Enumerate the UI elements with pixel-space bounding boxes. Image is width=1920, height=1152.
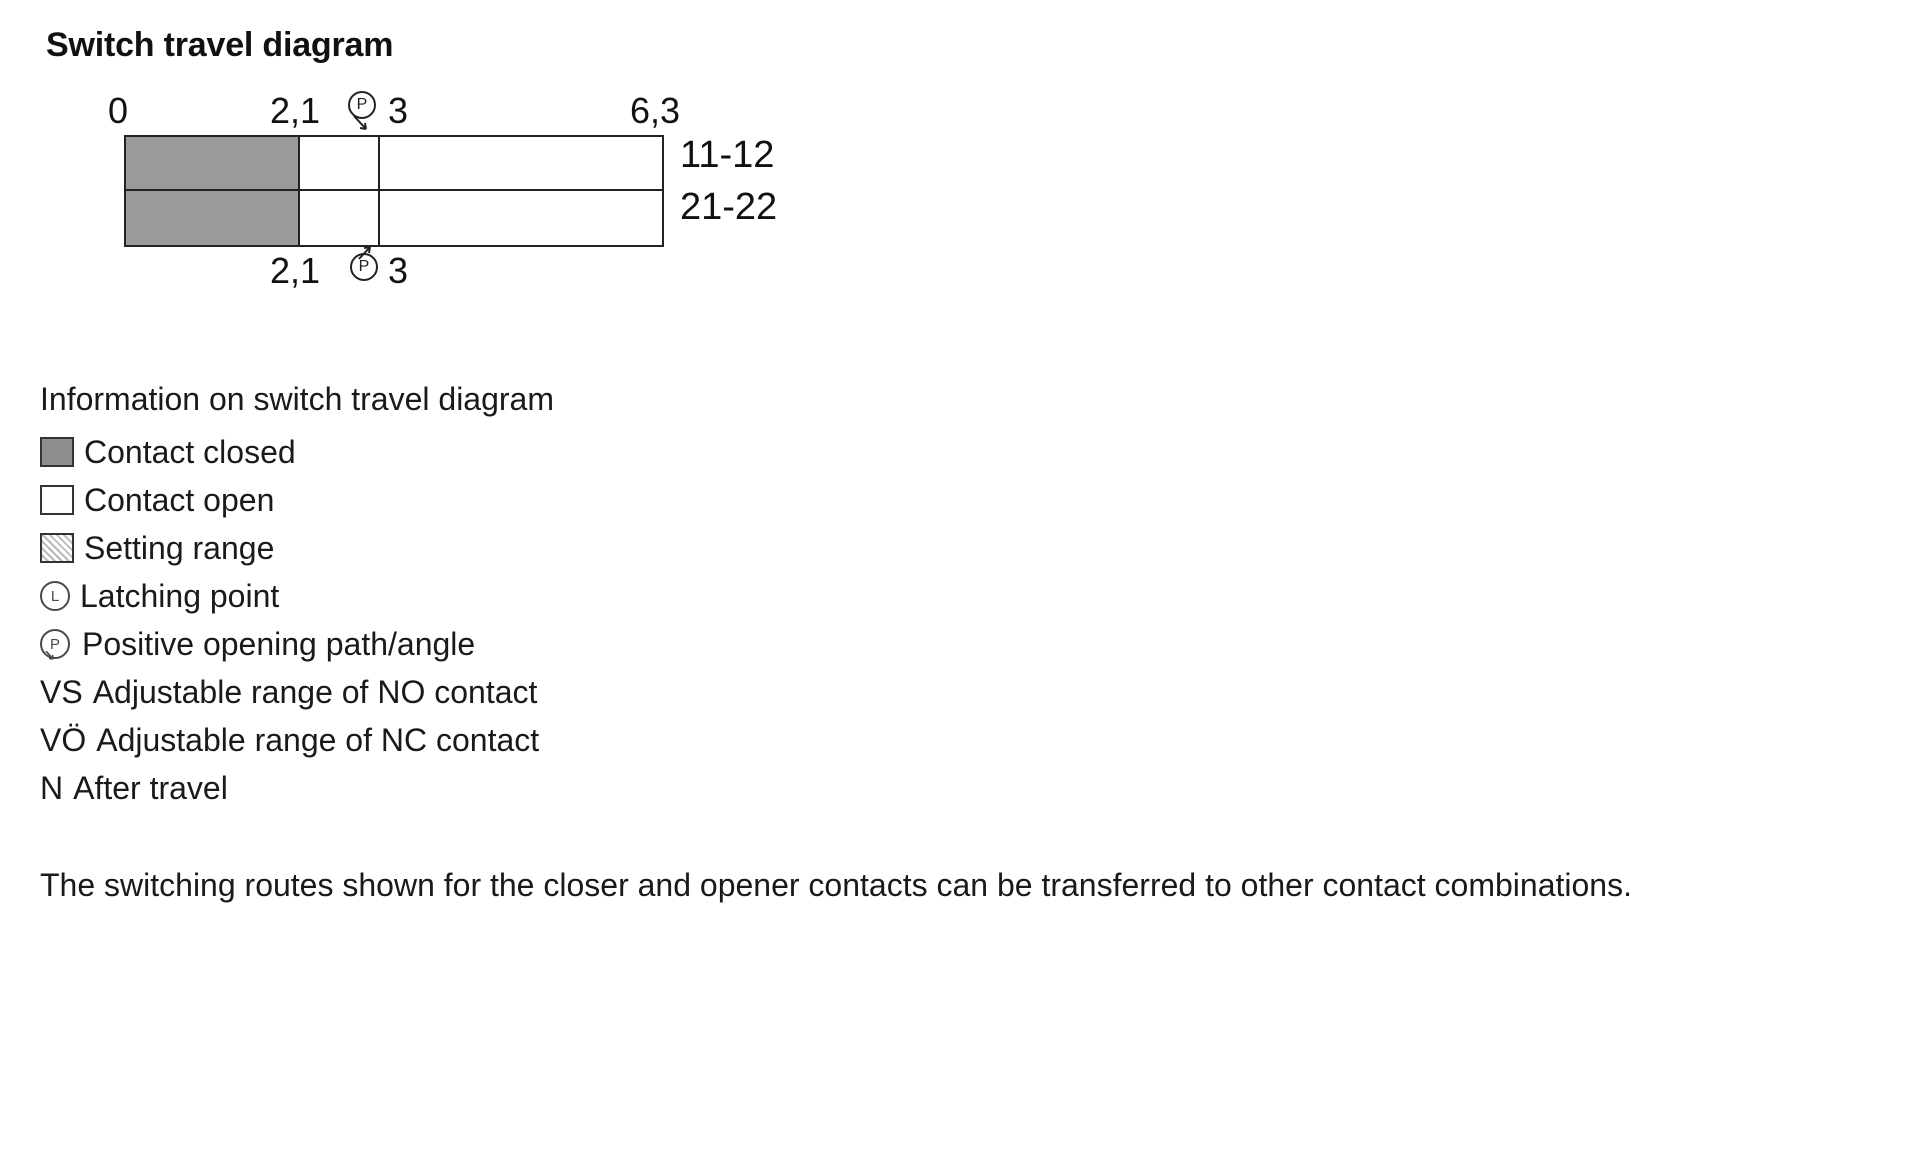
segment-contact-open-narrow: [300, 191, 380, 245]
p-marker-tail-icon: [356, 245, 380, 263]
contact-label-row-2: 21-22: [680, 186, 778, 228]
legend-item-label: Setting range: [84, 529, 275, 566]
page-title: Switch travel diagram: [46, 26, 394, 64]
contact-labels: [680, 129, 777, 233]
contact-label-row-1: 11-12: [680, 134, 775, 176]
switch-travel-diagram: [40, 91, 1880, 361]
segment-contact-closed: [126, 191, 300, 245]
table-row: [124, 191, 664, 247]
positive-opening-marker-bottom: [350, 253, 390, 297]
circle-p-icon-wrap: [40, 627, 74, 661]
legend-item-label: Latching point: [80, 577, 280, 614]
legend-item-label: Positive opening path/angle: [82, 625, 476, 662]
segment-contact-closed: [126, 137, 300, 189]
legend-item-label: Contact open: [84, 481, 275, 518]
legend-abbr-n: [40, 764, 1880, 812]
diagram-bottom-scale: [40, 250, 1880, 303]
segment-contact-open-wide: [380, 191, 662, 245]
p-marker-tail-icon: [352, 115, 376, 133]
tick-label-setting-bottom: 2,1: [270, 250, 321, 291]
positive-opening-marker-top: [348, 91, 388, 135]
segment-contact-open-narrow: [300, 137, 380, 189]
footnote-text: The switching routes shown for the closer and opener contacts can be transferred to other contact combinations.: [40, 867, 1632, 903]
legend-item-setting-range: [40, 524, 1880, 572]
circle-p-icon: P: [350, 253, 378, 281]
legend-abbr-vs: [40, 668, 1880, 716]
circle-p-icon: P: [348, 91, 376, 119]
legend-item-positive-opening: [40, 620, 1880, 668]
legend-abbr-vo: [40, 716, 1880, 764]
legend-abbr: N: [40, 769, 64, 806]
empty-square-icon: [40, 485, 74, 515]
legend-item-label: Contact closed: [84, 433, 296, 470]
legend-abbr-label: Adjustable range of NO contact: [92, 673, 538, 710]
tick-label-after-p-bottom: 3: [388, 250, 409, 291]
tick-label-end: 6,3: [630, 90, 681, 131]
filled-square-icon: [40, 437, 74, 467]
page-content: [40, 26, 1880, 908]
legend-item-contact-open: [40, 476, 1880, 524]
legend-heading: Information on switch travel diagram: [40, 381, 554, 417]
legend-abbr-label: After travel: [73, 769, 228, 806]
segment-contact-open-wide: [380, 137, 662, 189]
tick-label-start: 0: [108, 90, 129, 131]
legend-item-contact-closed: [40, 428, 1880, 476]
p-marker-tail-icon: [45, 651, 57, 661]
legend-abbr: VS: [40, 673, 83, 710]
legend: [40, 381, 1880, 812]
legend-item-latching-point: [40, 572, 1880, 620]
legend-abbr: VÖ: [40, 721, 87, 758]
circle-p-icon: P: [40, 629, 70, 659]
legend-abbr-label: Adjustable range of NC contact: [96, 721, 540, 758]
diagram-top-scale: [40, 91, 1880, 135]
diagram-bars: [124, 134, 778, 247]
table-row: [124, 135, 664, 191]
tick-label-setting: 2,1: [270, 90, 321, 131]
circle-l-icon: L: [40, 581, 70, 611]
hatched-square-icon: [40, 533, 74, 563]
tick-label-after-p: 3: [388, 90, 409, 131]
